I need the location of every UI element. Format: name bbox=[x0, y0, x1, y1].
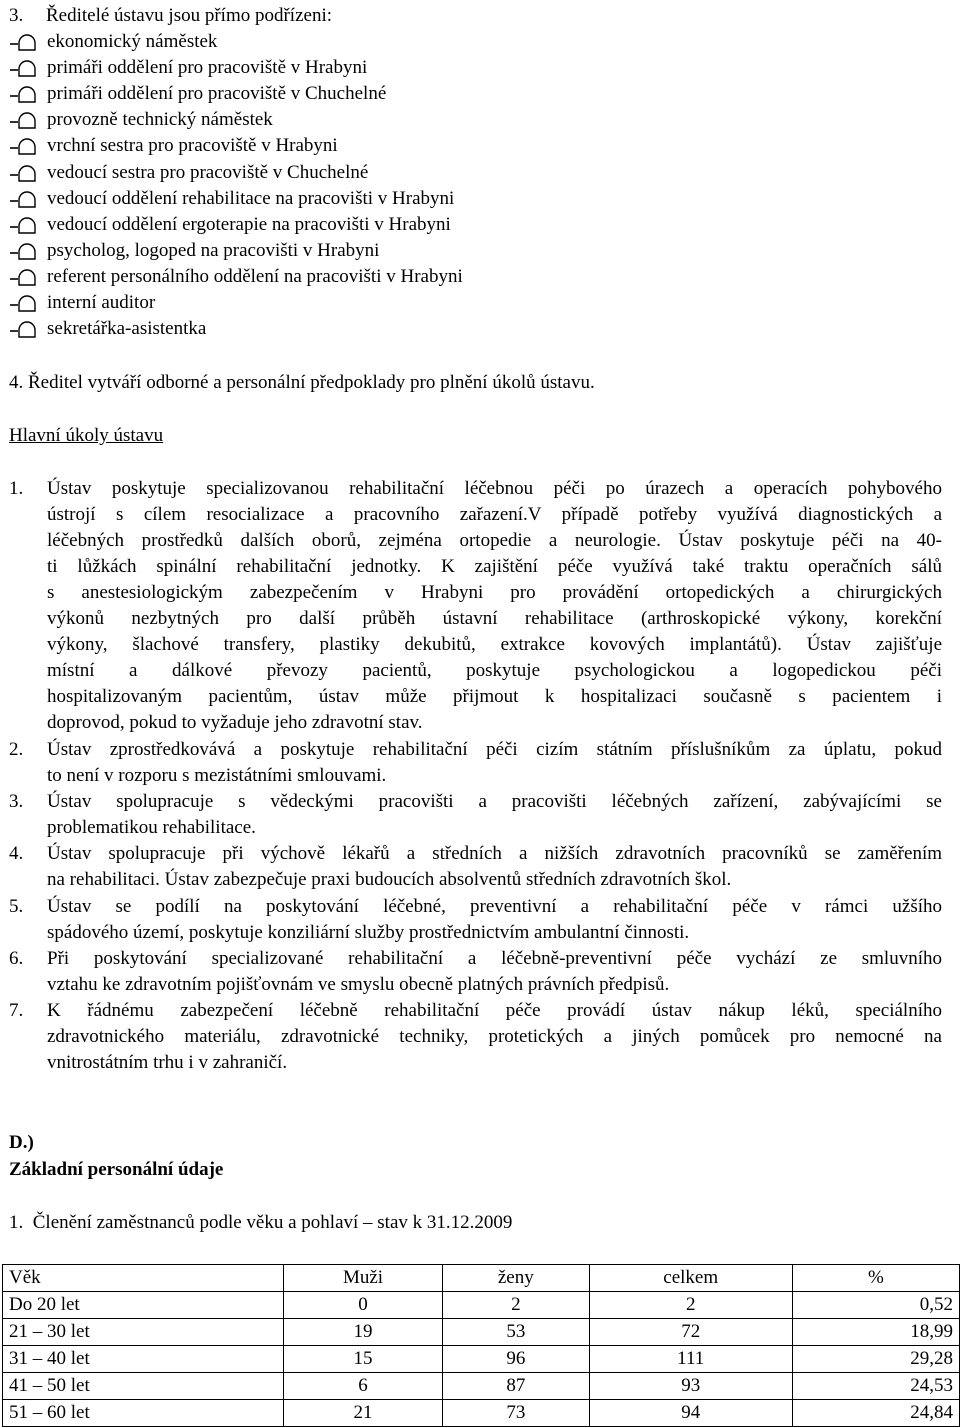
table-row bbox=[3, 1319, 960, 1346]
task-paragraph bbox=[47, 894, 942, 946]
bullet-icon bbox=[9, 267, 37, 287]
header-women: ženy bbox=[443, 1265, 589, 1292]
cell-men: 19 bbox=[283, 1319, 442, 1346]
task-line: Ústav se podílí na poskytování léčebné, preventivní a rehabilitační péče v rámci užšího bbox=[47, 895, 942, 917]
section-d-label: D.) bbox=[9, 1132, 34, 1153]
section-number: 3. bbox=[9, 5, 24, 26]
subordinate-item: ekonomický náměstek bbox=[47, 31, 218, 52]
header-percent: % bbox=[792, 1265, 959, 1292]
task-line: Ústav zprostředkovává a poskytuje rehabilitační péči cizím státním příslušníkům za úplatu, pokud bbox=[47, 739, 942, 760]
cell-total: 93 bbox=[589, 1373, 792, 1400]
task-number: 7. bbox=[9, 1000, 24, 1021]
bullet-icon bbox=[9, 32, 37, 52]
cell-percent: 0,52 bbox=[792, 1292, 959, 1319]
task-line: zdravotnického materiálu, zdravotnické techniky, protetických a jiných pomůcek pro nemocné na bbox=[47, 1026, 942, 1047]
cell-percent: 24,84 bbox=[792, 1400, 959, 1427]
paragraph-director: 4. Ředitel vytváří odborné a personální předpoklady pro plnění úkolů ústavu. bbox=[9, 372, 595, 393]
task-number: 3. bbox=[9, 791, 24, 813]
task-line: Ústav poskytuje specializovanou rehabilitační léčebnou péči po úrazech a operacích pohybového bbox=[47, 478, 942, 499]
bullet-icon bbox=[9, 84, 37, 104]
header-men: Muži bbox=[283, 1265, 442, 1292]
subordinate-item: primáři oddělení pro pracoviště v Chuchelné bbox=[47, 83, 387, 105]
bullet-icon bbox=[9, 136, 37, 156]
bullet-icon bbox=[9, 110, 37, 130]
task-line: s anestesiologickým zabezpečením v Hrabyni pro provádění ortopedických a chirurgických bbox=[47, 582, 942, 603]
cell-total: 111 bbox=[589, 1346, 792, 1373]
task-number: 1. bbox=[9, 478, 24, 499]
cell-women: 2 bbox=[443, 1292, 589, 1319]
tasks-heading: Hlavní úkoly ústavu bbox=[9, 425, 164, 446]
table-caption: 1. Členění zaměstnanců podle věku a pohlaví – stav k 31.12.2009 bbox=[9, 1212, 513, 1233]
task-line: hospitalizovaným pacientům, ústav může přijmout k hospitalizaci současně s pacientem i bbox=[47, 686, 942, 707]
cell-total: 72 bbox=[589, 1319, 792, 1346]
cell-percent: 24,53 bbox=[792, 1373, 959, 1400]
task-paragraph bbox=[47, 998, 942, 1076]
task-line: výkony, šlachové transfery, plastiky dekubitů, extrakce kovových implantátů). Ústav zajišťuje bbox=[47, 634, 942, 655]
cell-men: 6 bbox=[283, 1373, 442, 1400]
task-number: 6. bbox=[9, 947, 24, 969]
bullet-icon bbox=[9, 215, 37, 235]
cell-men: 21 bbox=[283, 1400, 442, 1427]
task-paragraph bbox=[47, 789, 942, 841]
cell-women: 96 bbox=[443, 1346, 589, 1373]
subordinate-item: psycholog, logoped na pracovišti v Hrabyni bbox=[47, 239, 380, 261]
cell-age: 31 – 40 let bbox=[3, 1346, 284, 1373]
cell-women: 73 bbox=[443, 1400, 589, 1427]
task-line: to není v rozporu s mezistátními smlouvami. bbox=[47, 765, 387, 786]
task-paragraph bbox=[47, 946, 942, 998]
task-line: ústrojí s cílem resocializace a pracovního zařazení.V případě potřeby využívá diagnostických a bbox=[47, 504, 942, 525]
cell-age: 51 – 60 let bbox=[3, 1400, 284, 1427]
header-age: Věk bbox=[3, 1265, 284, 1292]
task-line: na rehabilitaci. Ústav zabezpečuje praxi budoucích absolventů středních zdravotních škol. bbox=[47, 869, 732, 891]
task-line: spádového území, poskytuje konziliární služby prostřednictvím ambulantní činnosti. bbox=[47, 921, 690, 943]
subordinate-item: vedoucí oddělení rehabilitace na pracovišti v Hrabyni bbox=[47, 187, 455, 209]
subordinate-item: vedoucí oddělení ergoterapie na pracovišti v Hrabyni bbox=[47, 213, 451, 235]
age-gender-table bbox=[2, 1264, 960, 1427]
cell-age: 41 – 50 let bbox=[3, 1373, 284, 1400]
table-row bbox=[3, 1346, 960, 1373]
bullet-icon bbox=[9, 319, 37, 339]
subordinate-item: primáři oddělení pro pracoviště v Hrabyni bbox=[47, 57, 368, 79]
task-paragraph bbox=[47, 841, 942, 893]
task-line: Ústav spolupracuje s vědeckými pracovišti a pracovišti léčebných zařízení, zabývajícími se bbox=[47, 791, 942, 813]
cell-total: 94 bbox=[589, 1400, 792, 1427]
cell-women: 87 bbox=[443, 1373, 589, 1400]
task-line: problematikou rehabilitace. bbox=[47, 817, 256, 839]
bullet-icon bbox=[9, 58, 37, 78]
cell-age: 21 – 30 let bbox=[3, 1319, 284, 1346]
cell-men: 0 bbox=[283, 1292, 442, 1319]
task-line: léčebných prostředků dalších oborů, zejména ortopedie a neurologie. Ústav poskytuje péči na 40- bbox=[47, 530, 942, 551]
section-title: Ředitelé ústavu jsou přímo podřízeni: bbox=[46, 5, 333, 26]
cell-women: 53 bbox=[443, 1319, 589, 1346]
task-line: doprovod, pokud to vyžaduje jeho zdravotní stav. bbox=[47, 712, 423, 733]
task-line: Ústav spolupracuje při výchově lékařů a středních a nižších zdravotních pracovníků se zaměřením bbox=[47, 843, 942, 865]
table-row bbox=[3, 1292, 960, 1319]
subordinate-item: sekretářka-asistentka bbox=[47, 318, 207, 340]
bullet-icon bbox=[9, 163, 37, 183]
cell-percent: 29,28 bbox=[792, 1346, 959, 1373]
table-header-row bbox=[3, 1265, 960, 1292]
table-row bbox=[3, 1373, 960, 1400]
task-line: ti lůžkách spinální rehabilitační jednotky. K zajištění péče využívá také traktu operačních sálů bbox=[47, 556, 942, 577]
cell-total: 2 bbox=[589, 1292, 792, 1319]
task-line: K řádnému zabezpečení léčebně rehabilitační péče provádí ústav nákup léků, speciálního bbox=[47, 1000, 942, 1021]
bullet-icon bbox=[9, 293, 37, 313]
task-paragraph bbox=[47, 476, 942, 736]
cell-men: 15 bbox=[283, 1346, 442, 1373]
subordinate-item: vedoucí sestra pro pracoviště v Chuchelné bbox=[47, 161, 369, 183]
task-line: vnitrostátním trhu i v zahraničí. bbox=[47, 1052, 288, 1073]
task-paragraph bbox=[47, 737, 942, 789]
cell-percent: 18,99 bbox=[792, 1319, 959, 1346]
task-number: 2. bbox=[9, 739, 24, 760]
bullet-icon bbox=[9, 241, 37, 261]
subordinate-item: referent personálního oddělení na pracovišti v Hrabyni bbox=[47, 265, 463, 287]
task-line: místní a dálkové převozy pacientů, poskytuje psychologickou a logopedickou péči bbox=[47, 660, 942, 681]
bullet-icon bbox=[9, 189, 37, 209]
header-total: celkem bbox=[589, 1265, 792, 1292]
cell-age: Do 20 let bbox=[3, 1292, 284, 1319]
subordinate-item: vrchní sestra pro pracoviště v Hrabyni bbox=[47, 135, 338, 157]
task-number: 4. bbox=[9, 843, 24, 865]
subordinate-item: interní auditor bbox=[47, 292, 156, 313]
task-line: vztahu ke zdravotním pojišťovnám ve smyslu obecně platných právních předpisů. bbox=[47, 973, 670, 995]
table-row bbox=[3, 1400, 960, 1427]
task-line: výkonů nezbytných pro další průběh ústavní rehabilitace (arthroskopické výkony, korekční bbox=[47, 608, 942, 629]
section-d-title: Základní personální údaje bbox=[9, 1159, 224, 1180]
task-line: Při poskytování specializované rehabilitační a léčebně-preventivní péče vychází ze smluvního bbox=[47, 947, 942, 969]
subordinate-item: provozně technický náměstek bbox=[47, 109, 273, 131]
section-3-heading bbox=[9, 3, 332, 29]
task-number: 5. bbox=[9, 895, 24, 917]
